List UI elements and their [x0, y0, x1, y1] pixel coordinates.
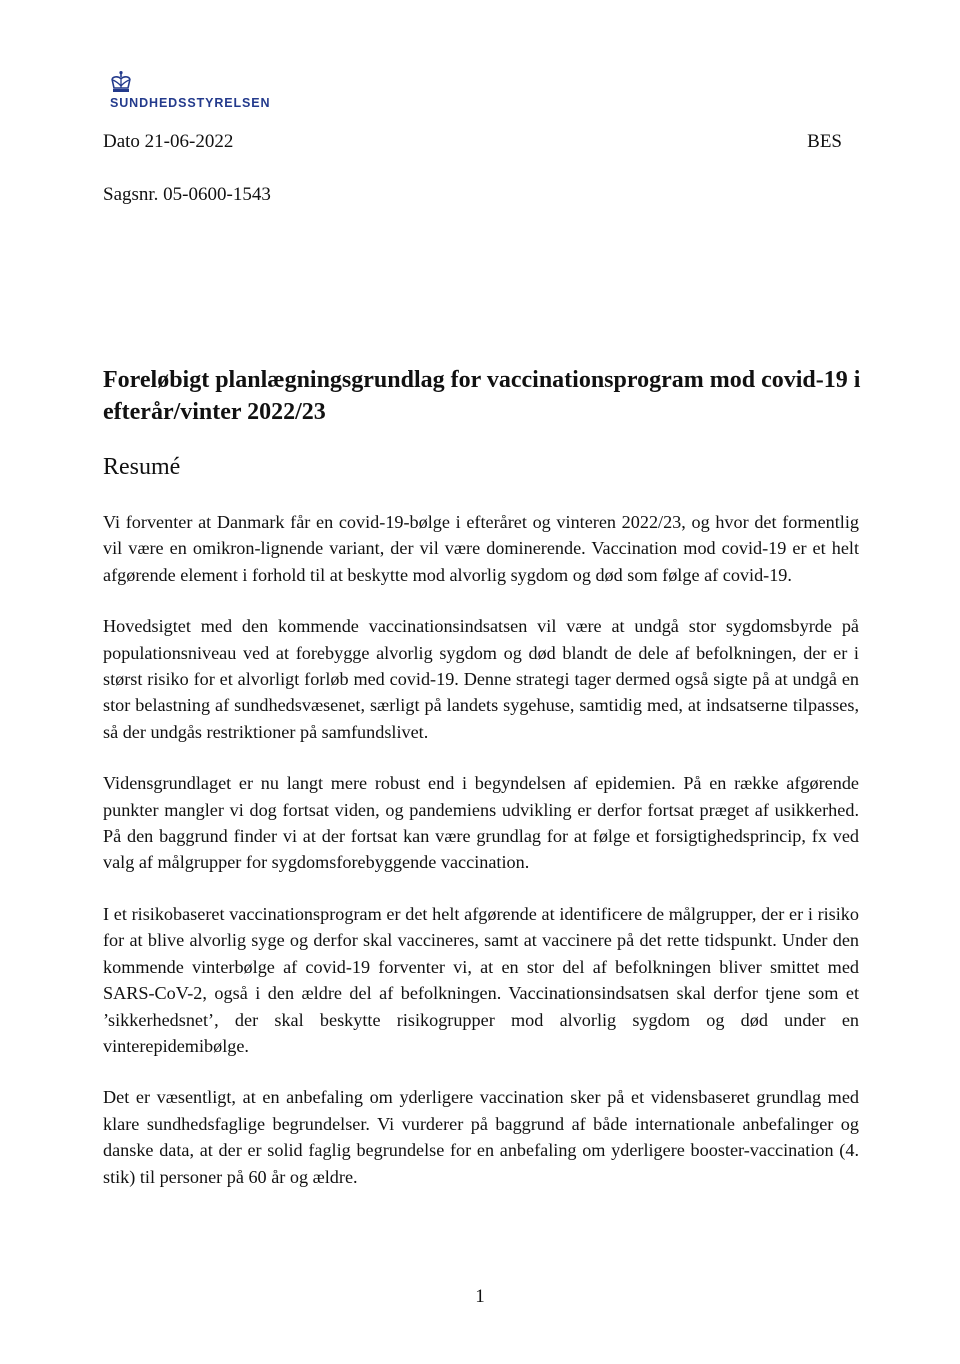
paragraph: Vi forventer at Danmark får en covid-19-bølge i efteråret og vinteren 2022/23, og hvor det formentlig vil være en omikron-lignende variant, der vil være dominerende. Vaccination mod covid-19 er et helt afgørende element i forhold til at beskytte mod alvorlig sygdom og død som følge af covid-19.: [103, 512, 859, 585]
document-title: Foreløbigt planlægningsgrundlag for vaccinationsprogram mod covid-19 i efterår/vinter 2022/23: [103, 367, 861, 425]
page-number: 1: [475, 1286, 485, 1307]
paragraph: Hovedsigtet med den kommende vaccinationsindsatsen vil være at undgå stor sygdomsbyrde på populationsniveau ved at forebygge alvorlig sygdom og død blandt de dele af befolkningen, der er i størst risiko for et alvorligt forløb med covid-19. Denne strategi tager dermed også sigte på at undgå en stor belastning af sundhedsvæsenet, særligt på landets sygehuse, samtidig med, at indsatserne tilpasses, så der undgås restriktioner på samfundslivet.: [103, 616, 859, 742]
crown-icon: [109, 70, 133, 96]
paragraph: Vidensgrundlaget er nu langt mere robust end i begyndelsen af epidemien. På en række afgørende punkter mangler vi dog fortsat viden, og pandemiens udvikling er derfor fortsat præget af usikkerhed. På den baggrund finder vi at der fortsat kan være grundlag for at følge et forsigtighedsprincip, fx ved valg af målgrupper for sygdomsforebyggende vaccination.: [103, 773, 859, 873]
case-number: Sagsnr. 05-0600-1543: [103, 184, 271, 205]
logo-text: SUNDHEDSSTYRELSEN: [110, 96, 271, 110]
document-date: Dato 21-06-2022: [103, 131, 234, 152]
paragraph: I et risikobaseret vaccinationsprogram er det helt afgørende at identificere de målgrupper, der er i risiko for at blive alvorlig syge og derfor skal vaccineres, samt at vaccinere på det rette tidspunkt. Under den kommende vinterbølge af covid-19 forventer vi, at en stor del af befolkningen bliver smittet med SARS-CoV-2, også i den ældre del af befolkningen. Vaccinationsindsatsen skal derfor tjene som et ’sikkerhedsnet’, der skal beskytte risikogrupper mod alvorlig sygdom og død under en vinterepidemibølge.: [103, 903, 859, 1056]
paragraph: Det er væsentligt, at en anbefaling om yderligere vaccination sker på et vidensbaseret grundlag med klare sundhedsfaglige begrundelser. Vi vurderer på baggrund af både internationale anbefalinger og danske data, at der er solid faglig begrundelse for en anbefaling om yderligere booster-vaccination (4. stik) til personer på 60 år og ældre.: [103, 1087, 859, 1187]
summary-body: [103, 509, 859, 1190]
author-initials: BES: [807, 131, 842, 152]
section-heading: Resumé: [103, 454, 181, 480]
sundhedsstyrelsen-logo: [109, 70, 279, 114]
